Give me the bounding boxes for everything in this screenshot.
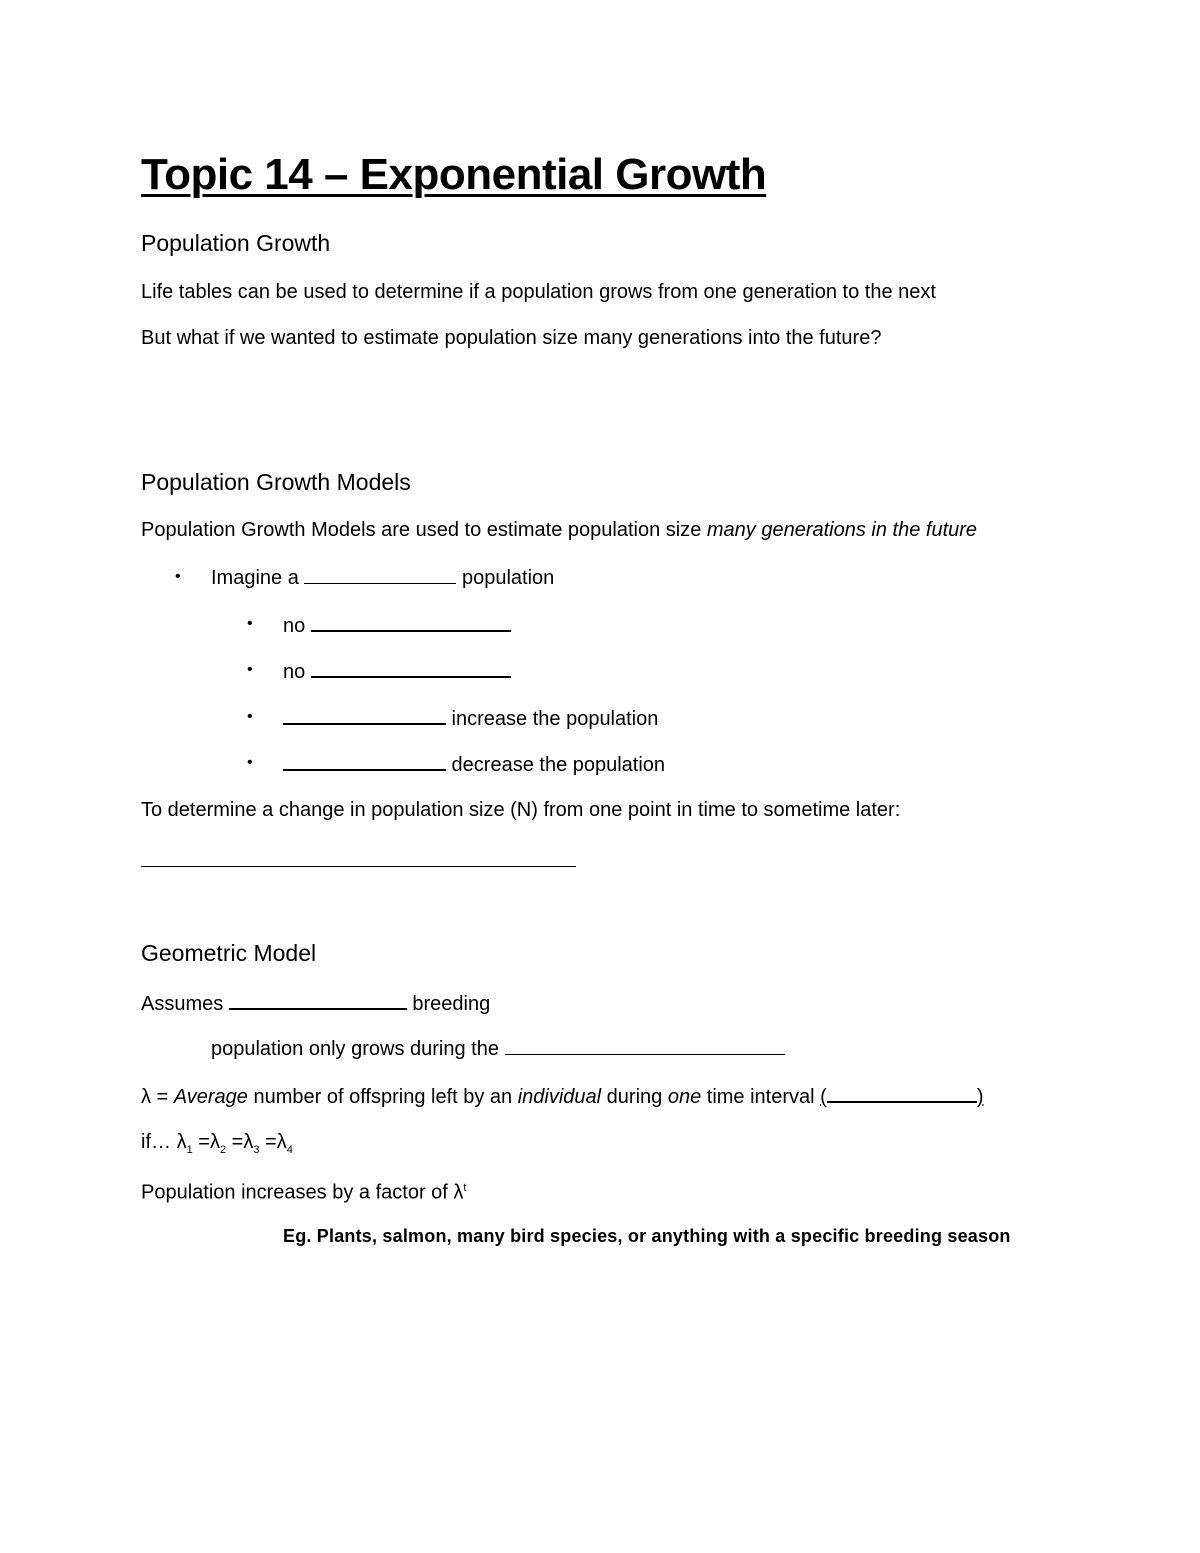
- if-prefix: if…: [141, 1131, 177, 1153]
- paren-close: ): [976, 1086, 984, 1108]
- no-label-1: no: [283, 615, 311, 637]
- bullet-glyph: •: [175, 568, 181, 585]
- assumes-end: breeding: [406, 993, 491, 1015]
- lambda-mid3: time interval: [701, 1086, 821, 1108]
- increases-line: [141, 1176, 466, 1205]
- blank-decrease: [283, 751, 446, 771]
- example-text: Eg. Plants, salmon, many bird species, or anything with a specific breeding season: [283, 1226, 1011, 1246]
- increase-line: [283, 705, 658, 731]
- answer-blank-line: [141, 866, 576, 867]
- grows-start: population only grows during the: [211, 1038, 505, 1060]
- page-title: Topic 14 – Exponential Growth: [141, 150, 767, 199]
- paren-open: (: [820, 1086, 827, 1108]
- lambda-symbol: λ: [141, 1086, 151, 1108]
- blank-breeding-type: [229, 990, 407, 1010]
- lambda-symbol: λ: [209, 1131, 220, 1153]
- bullet-glyph: •: [247, 708, 253, 725]
- imagine-start: Imagine a: [211, 567, 305, 589]
- decrease-text: decrease the population: [446, 754, 666, 776]
- blank-interval: [827, 1083, 977, 1103]
- bullet-glyph: •: [247, 615, 253, 632]
- increase-text: increase the population: [446, 708, 659, 730]
- blank-grows-during: [505, 1036, 785, 1055]
- models-intro-text: [141, 518, 977, 542]
- future-question-text: But what if we wanted to estimate population size many generations into the future?: [141, 327, 882, 349]
- heading-population-growth: Population Growth: [141, 230, 331, 256]
- heading-population-growth-models: Population Growth Models: [141, 469, 411, 495]
- subscript-4: 4: [286, 1144, 293, 1156]
- blank-no-2: [311, 658, 511, 678]
- average-italic: Average: [173, 1086, 248, 1108]
- imagine-line: [211, 565, 554, 590]
- decrease-line: [283, 751, 665, 777]
- blank-population-type: [304, 565, 456, 584]
- exponent-t: t: [463, 1182, 467, 1194]
- subscript-3: 3: [253, 1144, 260, 1156]
- lambda-symbol: λ: [243, 1131, 254, 1153]
- blank-increase: [283, 705, 446, 725]
- increases-text: Population increases by a factor of: [141, 1181, 454, 1204]
- lambda-mid2: during: [601, 1086, 668, 1108]
- blank-no-1: [311, 612, 511, 632]
- subscript-1: 1: [186, 1144, 193, 1156]
- grows-during-line: [211, 1036, 785, 1061]
- one-italic: one: [667, 1086, 702, 1108]
- determine-change-text: To determine a change in population size (N) from one point in time to sometime later:: [141, 799, 901, 821]
- models-intro-italic: many generations in the future: [706, 519, 978, 541]
- no-line-2: [283, 658, 511, 684]
- life-tables-text: Life tables can be used to determine if a population grows from one generation to the next: [141, 281, 936, 303]
- equals: =: [226, 1131, 244, 1153]
- lambda-definition-line: [141, 1083, 984, 1109]
- no-label-2: no: [283, 661, 311, 683]
- assumes-line: [141, 990, 490, 1016]
- no-line-1: [283, 612, 511, 638]
- lambda-symbol: λ: [276, 1131, 287, 1153]
- models-intro-start: Population Growth Models are used to estimate population size: [141, 519, 707, 541]
- lambda-symbol: λ: [176, 1131, 187, 1153]
- lambda-symbol: λ: [453, 1181, 464, 1204]
- equals: =: [192, 1131, 210, 1153]
- individual-italic: individual: [517, 1086, 602, 1108]
- assumes-start: Assumes: [141, 993, 229, 1015]
- lambda-equality-line: [141, 1130, 293, 1162]
- heading-geometric-model: Geometric Model: [141, 940, 317, 966]
- bullet-glyph: •: [247, 661, 253, 678]
- equals: =: [259, 1131, 277, 1153]
- lambda-eq: =: [151, 1086, 174, 1108]
- bullet-glyph: •: [247, 754, 253, 771]
- lambda-mid1: number of offspring left by an: [247, 1086, 518, 1108]
- imagine-end: population: [456, 567, 555, 589]
- subscript-2: 2: [219, 1144, 227, 1156]
